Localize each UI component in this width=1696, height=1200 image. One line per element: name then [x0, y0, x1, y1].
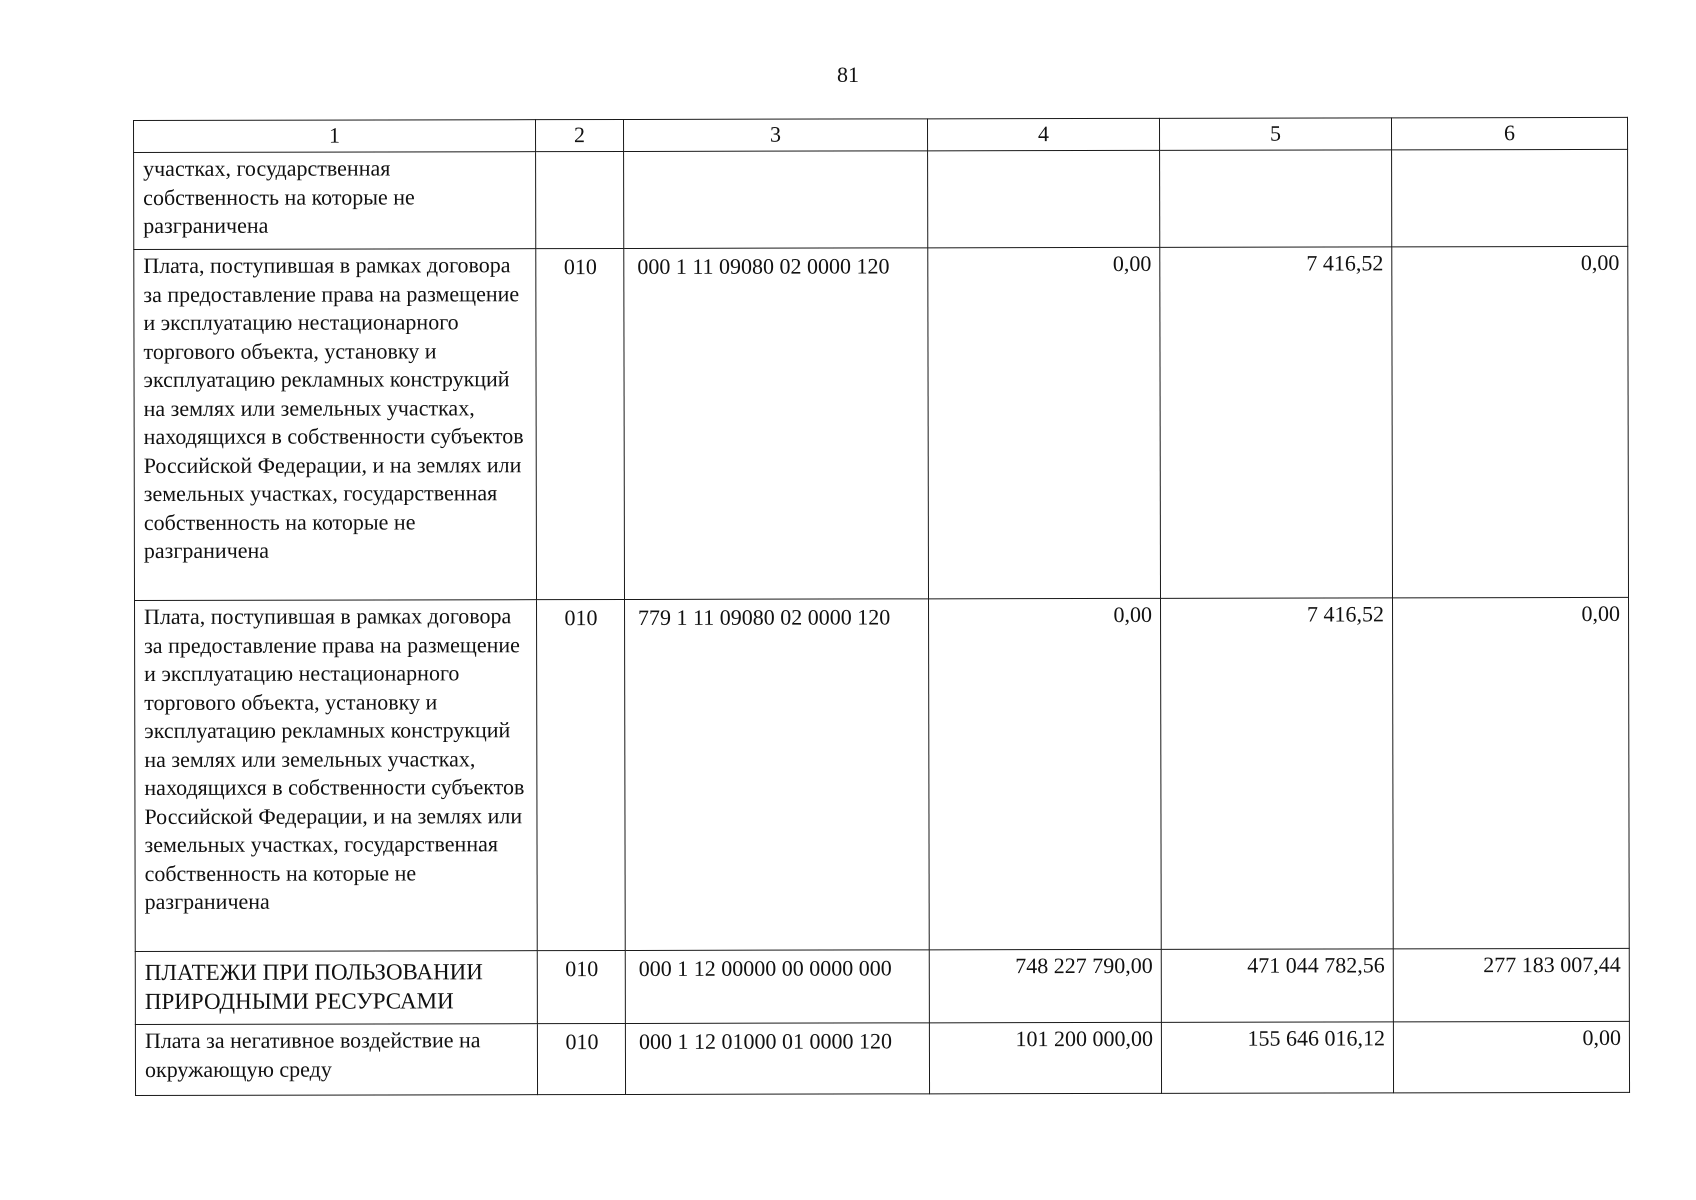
row-line-code-cell: 010: [537, 599, 626, 950]
row-budget-code-cell: 000 1 12 00000 00 0000 000: [625, 950, 929, 1024]
row-unexecuted-cell: 0,00: [1392, 246, 1629, 597]
row-executed-cell: 7 416,52: [1160, 247, 1393, 598]
report-table-container: [133, 117, 1630, 1096]
column-header-4: 4: [927, 118, 1159, 150]
row-budget-code-cell: 000 1 12 01000 01 0000 120: [625, 1023, 929, 1095]
row-approved-cell: 748 227 790,00: [929, 949, 1161, 1022]
row-unexecuted-cell: 0,00: [1393, 597, 1630, 948]
row-name-cell: Плата, поступившая в рамках договора за предоставление права на размещение и эксплуатацию нестационарного торгового объекта, установку и эксплуатацию рекламных конструкций на землях или земельных участках, находящихся в собственности субъектов Российской Федерации, и на землях или земельных участках, государственная собственность на которые не разграничена: [135, 600, 538, 952]
row-line-code-cell: [536, 151, 624, 248]
row-budget-code-cell: 000 1 11 09080 02 0000 120: [624, 248, 929, 600]
row-executed-cell: [1160, 150, 1392, 247]
row-executed-cell: 155 646 016,12: [1161, 1022, 1393, 1093]
table-row: [134, 149, 1628, 249]
revenue-table: [133, 117, 1630, 1096]
column-header-3: 3: [624, 119, 928, 152]
row-budget-code-cell: 779 1 11 09080 02 0000 120: [625, 599, 930, 951]
row-line-code-cell: 010: [536, 248, 625, 599]
table-row: [135, 1021, 1629, 1095]
table-row: [135, 948, 1629, 1024]
column-header-6: 6: [1391, 117, 1627, 149]
row-name-cell: ПЛАТЕЖИ ПРИ ПОЛЬЗОВАНИИ ПРИРОДНЫМИ РЕСУРСАМИ: [135, 951, 537, 1025]
row-name-cell: участках, государственная собственность на которые не разграничена: [134, 152, 536, 250]
row-unexecuted-cell: 277 183 007,44: [1393, 948, 1629, 1021]
row-unexecuted-cell: [1392, 149, 1628, 246]
row-approved-cell: 101 200 000,00: [929, 1022, 1161, 1093]
row-executed-cell: 471 044 782,56: [1161, 949, 1393, 1022]
row-approved-cell: 0,00: [929, 598, 1162, 949]
row-unexecuted-cell: 0,00: [1393, 1021, 1629, 1092]
row-line-code-cell: 010: [537, 1023, 625, 1094]
table-row: [135, 597, 1630, 951]
row-name-cell: Плата за негативное воздействие на окружающую среду: [135, 1024, 537, 1096]
page-number: 81: [837, 62, 859, 87]
column-header-2: 2: [536, 119, 624, 151]
table-row: [134, 246, 1629, 600]
row-executed-cell: 7 416,52: [1161, 598, 1394, 949]
column-header-1: 1: [134, 120, 536, 153]
row-approved-cell: 0,00: [928, 247, 1161, 598]
row-approved-cell: [928, 150, 1160, 247]
row-name-cell: Плата, поступившая в рамках договора за предоставление права на размещение и эксплуатацию нестационарного торгового объекта, установку и эксплуатацию рекламных конструкций на землях или земельных участках, находящихся в собственности субъектов Российской Федерации, и на землях или земельных участках, государственная собственность на которые не разграничена: [134, 249, 537, 601]
column-header-5: 5: [1159, 118, 1391, 150]
row-budget-code-cell: [624, 151, 928, 249]
header-row: [134, 117, 1628, 152]
row-line-code-cell: 010: [537, 950, 625, 1023]
